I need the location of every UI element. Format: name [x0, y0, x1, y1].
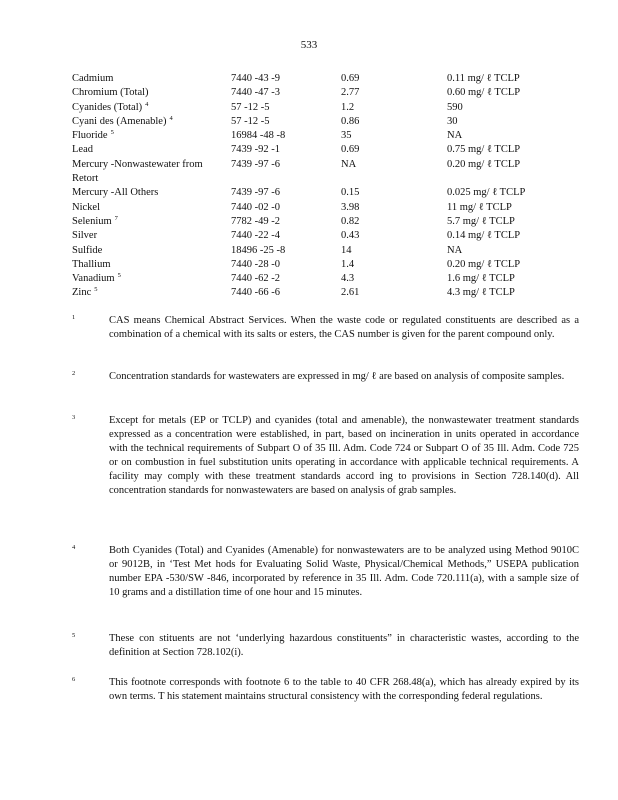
wastewater-standard [341, 86, 359, 100]
constituent-name-text: Cyanides (Total) [72, 101, 143, 113]
table-row [72, 229, 552, 243]
nonwastewater-standard [447, 272, 515, 286]
constituent-name-text: Nickel [72, 201, 100, 213]
table-row [72, 272, 552, 286]
cas-number-text: 57 -12 -5 [231, 115, 270, 127]
constituent-name [72, 143, 227, 157]
constituent-name [72, 272, 227, 286]
cas-number [231, 143, 280, 157]
constituent-name [72, 201, 227, 215]
table-row [72, 186, 552, 200]
cas-number [231, 272, 280, 286]
nonwastewater-standard [447, 129, 462, 143]
constituent-name [72, 286, 227, 300]
table-row [72, 143, 552, 157]
cas-number [231, 229, 280, 243]
wastewater-standard [341, 101, 354, 115]
wastewater-standard [341, 129, 352, 143]
table-row [72, 86, 552, 100]
cas-number [231, 115, 270, 129]
constituent-name [72, 186, 227, 200]
constituent-name-text: Sulfide [72, 244, 103, 256]
footnote [72, 314, 579, 342]
nonwastewater-standard [447, 229, 520, 243]
footnote-text: This footnote corresponds with footnote 6 to the table to 40 CFR 268.48(a), which has already expired by its own terms. T his statement maintains structural consistency with the corresponding federal regulations. [109, 677, 579, 702]
wastewater-standard-text: 2.77 [341, 87, 360, 99]
footnote-number: 5 [72, 632, 76, 639]
wastewater-standard-text: 35 [341, 130, 352, 142]
nonwastewater-standard-text: NA [447, 130, 463, 142]
table-row [72, 72, 552, 86]
cas-number [231, 215, 280, 229]
wastewater-standard-text: 2.61 [341, 287, 360, 299]
constituent-name-text: Cyani des (Amenable) [72, 115, 167, 127]
footnote-text: Except for metals (EP or TCLP) and cyanides (total and amenable), the nonwastewater treatment standards expressed as a concentration were established, in part, based on incineration in units operated in accordance with the technical requirements of Subpart O of 35 Ill. Adm. Code 724 or Subpart O of 35 Ill. Adm. Code 725 or on combustion in fuel substitution units operating in accordance with applicable technical requirements. A facility may comply with these treatment standards accord ing to provisions in Section 728.140(d). All concentration standards for nonwastewaters are based on analysis of grab samples. [109, 415, 579, 496]
nonwastewater-standard [447, 286, 515, 300]
nonwastewater-standard-text: 0.025 mg/ ℓ TCLP [447, 187, 526, 199]
constituent-name-text: Selenium [72, 215, 112, 227]
table-row [72, 258, 552, 272]
footnote-number: 3 [72, 414, 76, 421]
cas-number-text: 7440 -22 -4 [231, 230, 280, 242]
footnote [72, 676, 579, 704]
constituent-name-text: Thallium [72, 258, 111, 270]
nonwastewater-standard-text: 30 [447, 115, 458, 127]
nonwastewater-standard [447, 143, 520, 157]
constituent-name [72, 258, 227, 272]
constituent-name-text: Cadmium [72, 73, 114, 84]
cas-number-text: 57 -12 -5 [231, 101, 270, 113]
cas-number [231, 86, 280, 100]
cas-number [231, 258, 280, 272]
cas-number [231, 158, 280, 172]
constituent-name [72, 215, 227, 229]
nonwastewater-standard-text: 590 [447, 101, 463, 113]
footnote-number: 6 [72, 676, 76, 683]
footnote-marker: 5 [94, 286, 98, 294]
constituent-name-text: Lead [72, 144, 93, 156]
footnote-marker: 4 [169, 114, 173, 122]
footnote-marker: 5 [110, 129, 114, 137]
wastewater-standard-text: 0.69 [341, 73, 360, 84]
wastewater-standard-text: 0.86 [341, 115, 360, 127]
wastewater-standard-text: 3.98 [341, 201, 360, 213]
footnote-text: Both Cyanides (Total) and Cyanides (Amenable) for nonwastewaters are to be analyzed using Method 9010C or 9012B, in ‘Test Met hods for Evaluating Solid Waste, Physical/Chemical Methods,” USEPA publication number EPA -530/SW -846, incorporated by reference in 35 Ill. Adm. Code 720.111(a), with a sample size of 10 grams and a distillation time of one hour and 15 minutes. [109, 545, 579, 598]
constituent-name-text: Chromium (Total) [72, 87, 149, 99]
nonwastewater-standard-text: 5.7 mg/ ℓ TCLP [447, 215, 515, 227]
wastewater-standard-text: 0.43 [341, 230, 360, 242]
constituent-name-text: Fluoride [72, 130, 108, 142]
nonwastewater-standard-text: NA [447, 244, 463, 256]
cas-number [231, 244, 285, 258]
constituents-table [72, 72, 552, 301]
footnote [72, 370, 579, 384]
constituent-name [72, 229, 227, 243]
wastewater-standard-text: 1.2 [341, 101, 355, 113]
wastewater-standard-text: 1.4 [341, 258, 355, 270]
table-row [72, 201, 552, 215]
constituent-name [72, 72, 227, 86]
wastewater-standard [341, 201, 359, 215]
cas-number [231, 186, 280, 200]
nonwastewater-standard [447, 115, 458, 129]
footnote-text: CAS means Chemical Abstract Services. When the waste code or regulated constituents are described as a combination of a chemical with its salts or esters, the CAS number is given for the parent compound only. [109, 315, 579, 340]
constituent-name-text: Mercury -Nonwastewater from Retort [72, 158, 203, 184]
wastewater-standard-text: 0.69 [341, 144, 360, 156]
wastewater-standard-text: 0.82 [341, 215, 360, 227]
cas-number [231, 72, 280, 86]
nonwastewater-standard [447, 158, 520, 172]
wastewater-standard-text: 4.3 [341, 273, 355, 285]
constituent-name-text: Zinc [72, 287, 92, 299]
table-row [72, 286, 552, 300]
nonwastewater-standard-text: 0.75 mg/ ℓ TCLP [447, 144, 521, 156]
cas-number-text: 7440 -66 -6 [231, 287, 280, 299]
nonwastewater-standard-text: 0.60 mg/ ℓ TCLP [447, 87, 521, 99]
nonwastewater-standard [447, 215, 515, 229]
nonwastewater-standard [447, 244, 462, 258]
wastewater-standard [341, 229, 359, 243]
cas-number [231, 101, 270, 115]
cas-number-text: 7440 -28 -0 [231, 258, 280, 270]
table-row [72, 101, 552, 115]
wastewater-standard [341, 158, 356, 172]
wastewater-standard [341, 72, 359, 86]
cas-number-text: 7439 -97 -6 [231, 187, 280, 199]
cas-number-text: 7782 -49 -2 [231, 215, 280, 227]
cas-number-text: 18496 -25 -8 [231, 244, 286, 256]
page-number: 533 [300, 39, 318, 51]
cas-number-text: 7439 -97 -6 [231, 158, 280, 170]
table-row [72, 215, 552, 229]
wastewater-standard [341, 215, 359, 229]
wastewater-standard [341, 258, 354, 272]
cas-number-text: 7440 -62 -2 [231, 273, 280, 285]
table-row [72, 244, 552, 258]
nonwastewater-standard-text: 0.14 mg/ ℓ TCLP [447, 230, 521, 242]
constituent-name-text: Silver [72, 230, 98, 242]
footnote [72, 414, 579, 498]
nonwastewater-standard [447, 258, 520, 272]
wastewater-standard [341, 186, 359, 200]
cas-number [231, 201, 280, 215]
footnote [72, 632, 579, 660]
nonwastewater-standard [447, 86, 520, 100]
wastewater-standard-text: 0.15 [341, 187, 360, 199]
constituent-name [72, 129, 227, 143]
wastewater-standard [341, 115, 359, 129]
cas-number-text: 7440 -02 -0 [231, 201, 280, 213]
constituent-name [72, 158, 227, 186]
footnote-number: 4 [72, 544, 76, 551]
nonwastewater-standard-text: 0.20 mg/ ℓ TCLP [447, 158, 521, 170]
footnote-text: These con stituents are not ‘underlying hazardous constituents” in characteristic wastes, according to the definition at Section 728.102(i). [109, 633, 579, 658]
wastewater-standard [341, 143, 359, 157]
footnote-number: 1 [72, 314, 76, 321]
cas-number-text: 16984 -48 -8 [231, 130, 286, 142]
footnote-text: Concentration standards for wastewaters are expressed in mg/ ℓ are based on analysis of composite samples. [109, 371, 565, 382]
cas-number [231, 286, 280, 300]
constituent-name-text: Vanadium [72, 273, 115, 285]
wastewater-standard [341, 286, 359, 300]
nonwastewater-standard-text: 0.11 mg/ ℓ TCLP [447, 73, 520, 84]
nonwastewater-standard-text: 11 mg/ ℓ TCLP [447, 201, 512, 213]
constituent-name [72, 115, 227, 129]
wastewater-standard-text: NA [341, 158, 357, 170]
cas-number-text: 7439 -92 -1 [231, 144, 280, 156]
cas-number [231, 129, 285, 143]
footnote-marker: 7 [114, 214, 118, 222]
footnote-marker: 4 [145, 100, 149, 108]
footnote [72, 544, 579, 600]
nonwastewater-standard-text: 0.20 mg/ ℓ TCLP [447, 258, 521, 270]
nonwastewater-standard [447, 186, 525, 200]
cas-number-text: 7440 -43 -9 [231, 73, 280, 84]
cas-number-text: 7440 -47 -3 [231, 87, 280, 99]
wastewater-standard-text: 14 [341, 244, 352, 256]
nonwastewater-standard [447, 72, 520, 86]
table-row [72, 158, 552, 187]
constituent-name [72, 101, 227, 115]
footnote-marker: 5 [117, 272, 121, 280]
nonwastewater-standard [447, 201, 512, 215]
wastewater-standard [341, 272, 354, 286]
table-row [72, 129, 552, 143]
constituent-name [72, 244, 227, 258]
footnote-number: 2 [72, 370, 76, 377]
constituent-name-text: Mercury -All Others [72, 187, 159, 199]
table-row [72, 115, 552, 129]
constituent-name [72, 86, 227, 100]
nonwastewater-standard-text: 4.3 mg/ ℓ TCLP [447, 287, 515, 299]
nonwastewater-standard [447, 101, 463, 115]
wastewater-standard [341, 244, 352, 258]
nonwastewater-standard-text: 1.6 mg/ ℓ TCLP [447, 273, 515, 285]
